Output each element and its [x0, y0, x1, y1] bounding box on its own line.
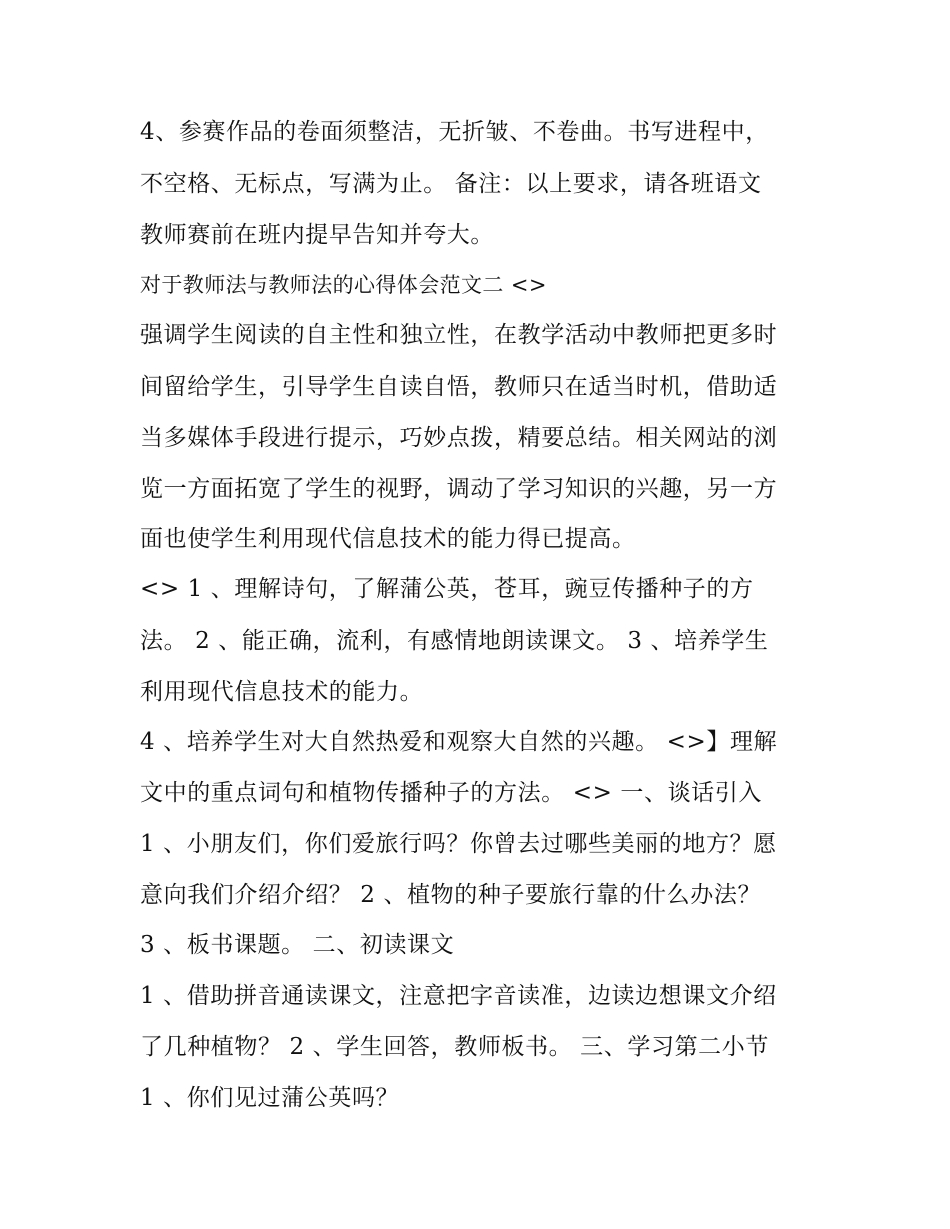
text-line: 意向我们介绍介绍？ 2 、植物的种子要旅行靠的什么办法？ — [140, 882, 762, 908]
text-line: <> 1 、理解诗句，了解蒲公英，苍耳，豌豆传播种子的方 — [140, 576, 754, 602]
text-line: 不空格、无标点，写满为止。 备注：以上要求，请各班语文 — [140, 171, 762, 197]
text-line: 3 、板书课题。 二、初读课文 — [140, 932, 455, 958]
text-line: 1 、你们见过蒲公英吗？ — [140, 1085, 400, 1111]
text-line: 览一方面拓宽了学生的视野，调动了学习知识的兴趣，另一方 — [140, 476, 778, 502]
text-line: 间留给学生，引导学生自读自悟，教师只在适当时机，借助适 — [140, 374, 778, 400]
text-line: 教师赛前在班内提早告知并夸大。 — [140, 222, 494, 248]
text-line: 了几种植物？ 2 、学生回答，教师板书。 三、学习第二小节 — [140, 1034, 769, 1060]
text-line: 强调学生阅读的自主性和独立性，在教学活动中教师把更多时 — [140, 322, 778, 348]
text-line: 利用现代信息技术的能力。 — [140, 679, 424, 705]
text-line: 面也使学生利用现代信息技术的能力得已提高。 — [140, 526, 636, 552]
text-line: 1 、小朋友们，你们爱旅行吗？你曾去过哪些美丽的地方？愿 — [140, 831, 777, 857]
text-line: 当多媒体手段进行提示，巧妙点拨，精要总结。相关网站的浏 — [140, 425, 778, 451]
text-line: 法。 2 、能正确，流利，有感情地朗读课文。 3 、培养学生 — [140, 628, 769, 654]
text-line: 文中的重点词句和植物传播种子的方法。 <> 一、谈话引入 — [140, 780, 762, 806]
text-line: 4 、培养学生对大自然热爱和观察大自然的兴趣。 <>】理解 — [140, 729, 778, 755]
text-line: 1 、借助拼音通读课文，注意把字音读准，边读边想课文介绍 — [140, 983, 777, 1009]
text-line: 4、参赛作品的卷面须整洁，无折皱、不卷曲。书写进程中， — [140, 119, 769, 145]
section-heading: 对于教师法与教师法的心得体会范文二 <> — [140, 273, 547, 297]
